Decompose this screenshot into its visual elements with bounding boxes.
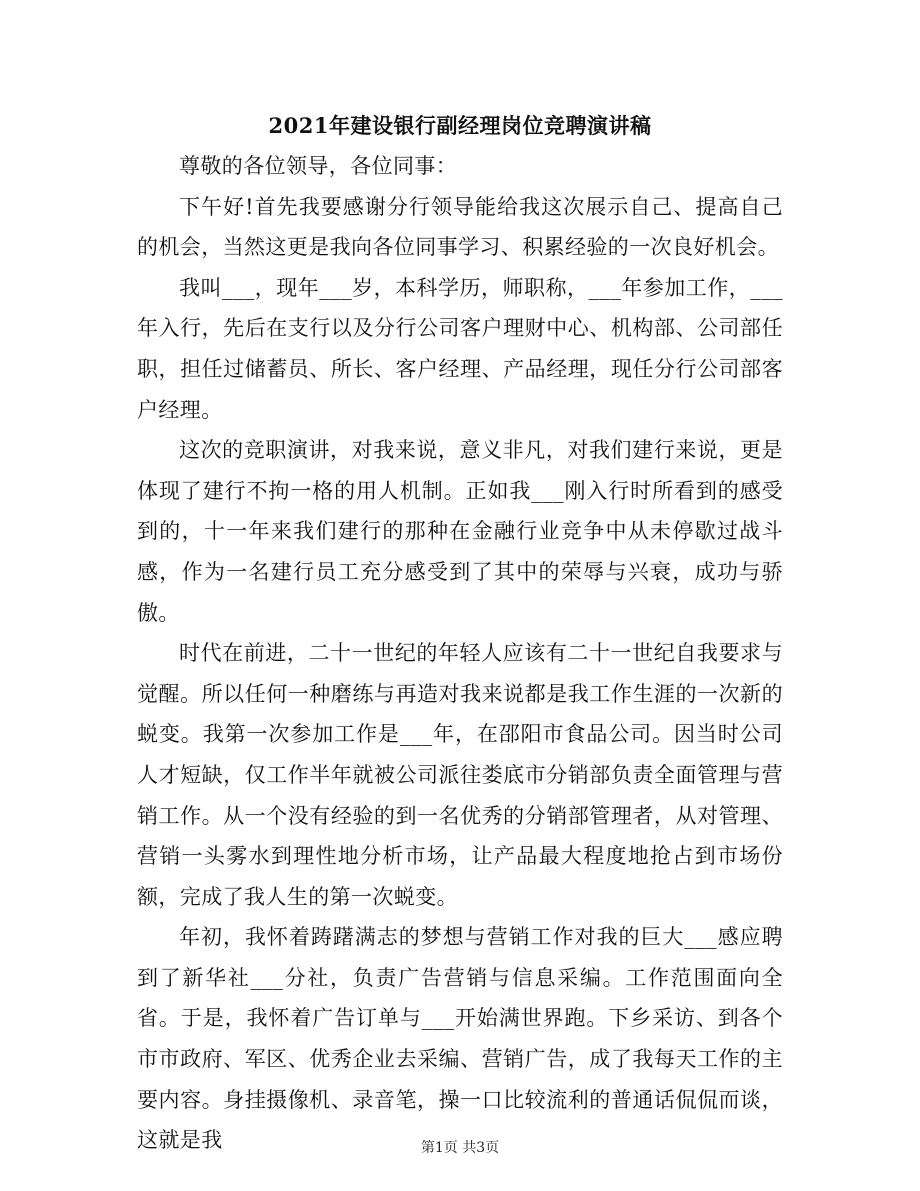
paragraph-second-job: 年初，我怀着踌躇满志的梦想与营销工作对我的巨大___感应聘到了新华社___分社，负责广告营销与信息采编。工作范围面向全省。于是，我怀着广告订单与___开始满世界跑。下乡采访、到各个市市政府、军区、优秀企业去采编、营销广告，成了我每天工作的主要内容。身挂摄像机、录音笔，操一口比较流利的普通话侃侃而谈，这就是我 xyxy=(137,925,783,1153)
paragraph-greeting: 下午好!首先我要感谢分行领导能给我这次展示自己、提高自己的机会，当然这更是我向各位同事学习、积累经验的一次良好机会。 xyxy=(137,194,783,260)
paragraph-first-job: 时代在前进，二十一世纪的年轻人应该有二十一世纪自我要求与觉醒。所以任何一种磨练与再造对我来说都是我工作生涯的一次新的蜕变。我第一次参加工作是___年，在邵阳市食品公司。因当时公司人才短缺，仅工作半年就被公司派往娄底市分销部负责全面管理与营销工作。从一个没有经验的到一名优秀的分销部管理者，从对管理、营销一头雾水到理性地分析市场，让产品最大程度地抢占到市场份额，完成了我人生的第一次蜕变。 xyxy=(137,641,783,909)
document-title: 2021年建设银行副经理岗位竞聘演讲稿 xyxy=(268,113,652,138)
page-footer: 第1页 共3页 xyxy=(420,1140,500,1156)
paragraph-significance: 这次的竞职演讲，对我来说，意义非凡，对我们建行来说，更是体现了建行不拘一格的用人机制。正如我___刚入行时所看到的感受到的，十一年来我们建行的那种在金融行业竞争中从未停歇过战斗感，作为一名建行员工充分感受到了其中的荣辱与兴衰，成功与骄傲。 xyxy=(137,438,783,625)
paragraph-introduction: 我叫___，现年___岁，本科学历，师职称，___年参加工作，___年入行，先后在支行以及分行公司客户理财中心、机构部、公司部任职，担任过储蓄员、所长、客户经理、产品经理，现任分行公司部客户经理。 xyxy=(137,275,783,422)
paragraph-salutation: 尊敬的各位领导，各位同事： xyxy=(179,154,458,178)
document-body xyxy=(137,146,783,1161)
